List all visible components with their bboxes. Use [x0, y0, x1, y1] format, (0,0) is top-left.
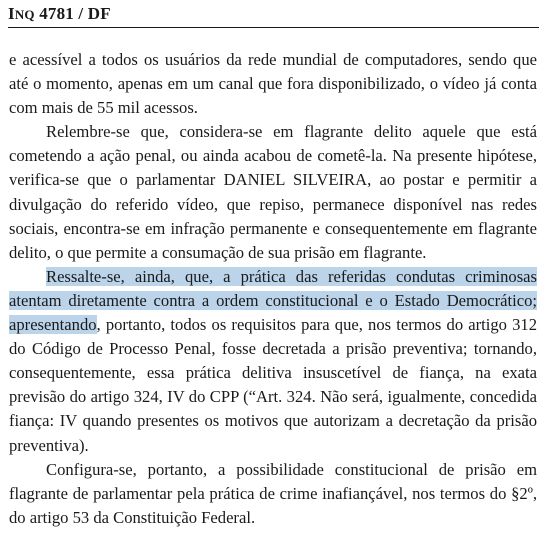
paragraph-3-text: , portanto, todos os requisitos para que, nos termos do artigo 312 do Código de Processo Penal, fosse decretada a prisão preventiva; tornando, consequentemente, essa prática delitiva insuscetível de fiança, na exata previsão do artigo 324, IV do CPP (“Art. 324. Não será, igualmente, concedida fiança: IV quando presentes os motivos que autorizam a decretação da prisão preventiva). — [9, 315, 537, 455]
header-rule — [8, 27, 539, 28]
paragraph-2-text: Relembre-se que, considera-se em flagrante delito aquele que está cometendo a ação penal, ou ainda acabou de cometê-la. Na presente hipótese, verifica-se que o parlamentar DANIEL SILVEIRA, ao postar e permitir a divulgação do referido vídeo, que repiso, permanece disponível nas redes sociais, encontra-se em infração permanente e consequentemente em flagrante delito, o que permite a consumação de sua prisão em flagrante. — [9, 122, 537, 262]
header-prefix-rest: NQ — [14, 7, 35, 22]
paragraph-1-text: e acessível a todos os usuários da rede mundial de computadores, sendo que até o momento, apenas em um canal que fora disponibilizado, o vídeo já conta com mais de 55 mil acessos. — [9, 50, 537, 118]
paragraph-3 — [9, 265, 537, 458]
paragraph-1 — [9, 48, 537, 120]
document-body — [9, 48, 537, 530]
header-number: 4781 / DF — [39, 4, 111, 23]
running-header — [8, 3, 111, 26]
highlighted-text[interactable]: Ressalte-se, ainda, que, a prática das referidas condutas criminosas atentam diretamente contra a ordem constitucional e o Estado Democrático; apresentando — [9, 266, 537, 335]
paragraph-2 — [9, 120, 537, 265]
paragraph-4 — [9, 458, 537, 530]
header-prefix-initial: I — [8, 4, 15, 23]
paragraph-4-text: Configura-se, portanto, a possibilidade constitucional de prisão em flagrante de parlamentar pela prática de crime inafiançável, nos termos do §2º, do artigo 53 da Constituição Federal. — [9, 459, 537, 527]
